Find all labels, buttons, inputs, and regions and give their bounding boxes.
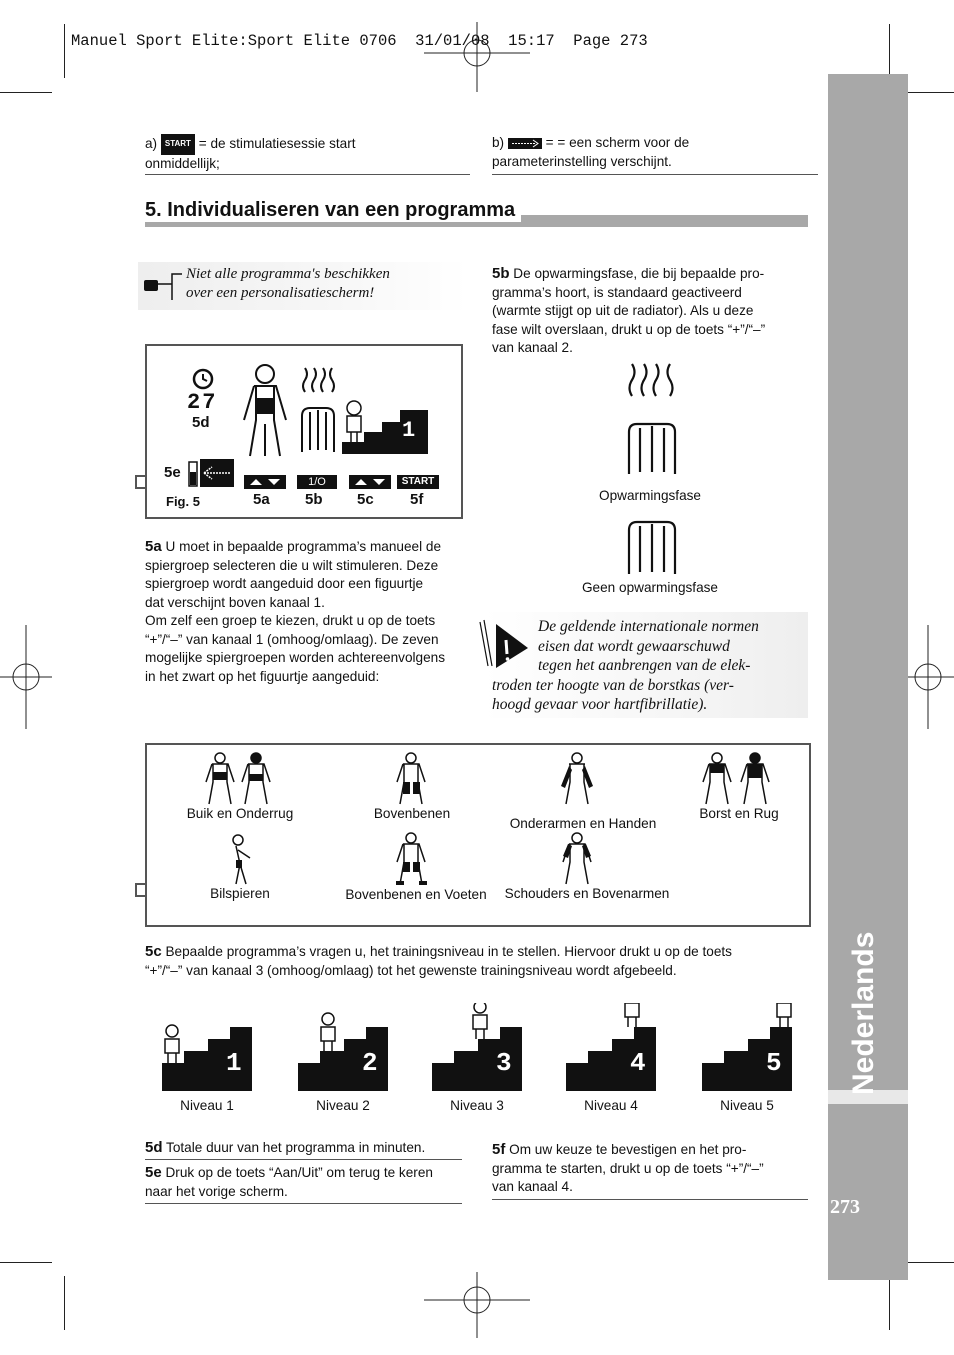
radiator-off-icon [626, 514, 680, 576]
muscle-figure-abs-back-icon [204, 752, 274, 806]
intro-b-text-2: parameterinstelling verschijnt. [492, 153, 672, 169]
warning-line: De geldende internationale normen [538, 618, 759, 635]
text-line: Om uw keuze te bevestigen en het pro- [509, 1142, 747, 1157]
warning-line: hoogd gevaar voor hartfibrillatie). [492, 696, 708, 713]
intro-b-label: b) [492, 135, 505, 150]
level-digit: 5 [766, 1048, 782, 1078]
muscle-figure-thighs-feet-icon [394, 832, 428, 886]
text-line: “+”/“–” van kanaal 1 (omhoog/omlaag). De zeven [145, 631, 439, 647]
label-warmup-off: Geen opwarmingsfase [581, 580, 718, 595]
text-line: U moet in bepaalde programma’s manueel de [165, 539, 442, 554]
section-title: 5. Individualiseren van een programma [145, 199, 521, 222]
level-label: Niveau 2 [316, 1098, 370, 1113]
text-line: gramma te starten, drukt u op de toets “+”/“–” [492, 1160, 764, 1176]
intro-b-text: = = een scherm voor de [545, 135, 690, 150]
text-line: mogelijke spiergroepen worden achtereenvolgens [145, 650, 446, 665]
tag-5c: 5c [145, 943, 162, 960]
figure-tab-icon [134, 462, 152, 502]
crop-mark [64, 1276, 65, 1330]
level-label: Niveau 3 [450, 1098, 504, 1113]
muscle-figure-chest-back-icon [700, 752, 774, 806]
tag-5a: 5a [145, 538, 162, 555]
note-text [186, 265, 390, 303]
level-label: Niveau 4 [584, 1098, 638, 1113]
crop-mark [889, 24, 890, 78]
divider [492, 174, 818, 175]
text-line: van kanaal 4. [492, 1179, 573, 1194]
muscle-figure-thighs-icon [394, 752, 428, 806]
label-5b: 5b [305, 491, 323, 508]
paragraph-5c [145, 943, 815, 980]
warning-line: troden ter hoogte van de borstkas (ver- [492, 676, 734, 694]
registration-mark-bottom [424, 1272, 530, 1338]
level-digit: 2 [362, 1048, 378, 1078]
intro-a-text: = de stimulatiesessie start [198, 135, 356, 151]
text-line: fase wilt overslaan, drukt u op de toets “+”/“–” [492, 321, 766, 337]
muscle-figure-forearms-icon [559, 752, 595, 806]
sidebar-language: Nederlands [847, 931, 880, 1095]
crop-mark [0, 92, 52, 93]
on-off-button: 1/O [297, 475, 337, 489]
level-digit: 1 [226, 1048, 242, 1078]
up-down-button-icon [349, 475, 391, 489]
tag-5b: 5b [492, 265, 510, 282]
up-down-button-icon [244, 475, 286, 489]
tag-5d: 5d [145, 1139, 163, 1156]
level-digit: 4 [630, 1048, 646, 1078]
intro-a-text-2: onmiddellijk; [145, 155, 220, 171]
radiator-heat-icon [300, 366, 336, 456]
warning-line: tegen het aanbrengen van de elek- [538, 657, 751, 674]
paragraph-5a [145, 538, 465, 686]
tag-5e: 5e [145, 1164, 162, 1181]
note-line: over een personalisatiescherm! [186, 285, 375, 301]
print-header: Manuel Sport Elite:Sport Elite 0706 31/01/08 15:17 Page 273 [71, 32, 648, 50]
crop-mark [889, 1276, 890, 1330]
crop-mark [904, 1262, 954, 1263]
registration-mark-right [902, 625, 954, 729]
level-digit: 3 [496, 1048, 512, 1078]
figure-caption: Fig. 5 [166, 494, 200, 509]
label-5a: 5a [253, 491, 270, 508]
back-battery-icon [188, 458, 236, 488]
text-line: (warmte stijgt op uit de radiator). Als u deze [492, 303, 754, 318]
muscle-label: Buik en Onderrug [186, 806, 294, 821]
label-5c: 5c [357, 491, 374, 508]
hand-pointer-icon [142, 270, 186, 304]
crop-mark [64, 24, 65, 78]
body-figure-icon [234, 362, 296, 458]
text-line: De opwarmingsfase, die bij bepaalde pro- [513, 266, 765, 281]
start-button: START [397, 475, 439, 489]
intro-a [145, 134, 470, 173]
divider [145, 1203, 462, 1204]
label-5e: 5e [164, 464, 181, 481]
intro-b [492, 134, 812, 171]
crop-mark [0, 1262, 52, 1263]
tag-5f: 5f [492, 1141, 506, 1158]
text-line: Om zelf een groep te kiezen, drukt u op de toets [145, 613, 436, 628]
crop-mark [904, 92, 954, 93]
registration-mark-left [0, 625, 52, 729]
intro-a-label: a) [145, 135, 158, 151]
level-label: Niveau 5 [720, 1098, 774, 1113]
arrow-chip-icon [508, 138, 542, 149]
radiator-heat-on-icon [626, 362, 680, 476]
text-line: in het zwart op het figuurtje aangeduid: [145, 668, 380, 684]
label-warmup-on: Opwarmingsfase [599, 488, 701, 503]
text-line: spiergroep wordt aangeduid door een figuurtje [145, 576, 424, 591]
note-line: Niet alle programma's beschikken [186, 266, 390, 282]
muscle-label: Bovenbenen en Voeten [345, 887, 487, 902]
paragraph-5e [145, 1164, 465, 1201]
time-value: 27 [187, 390, 218, 415]
label-5d: 5d [192, 414, 210, 431]
start-chip: START [161, 134, 195, 155]
muscle-label: Borst en Rug [699, 806, 779, 821]
label-5f: 5f [410, 491, 424, 508]
warning-line: eisen dat wordt gewaarschuwd [538, 637, 730, 655]
level-digit: 1 [402, 418, 416, 443]
text-line: “+”/“–” van kanaal 3 (omhoog/omlaag) tot het gewenste trainingsniveau wordt afgebeeld. [145, 962, 677, 978]
muscle-label: Bovenbenen [373, 806, 451, 821]
text-line: Totale duur van het programma in minuten. [166, 1140, 426, 1155]
paragraph-5d [145, 1139, 465, 1158]
clock-icon [190, 366, 216, 392]
level-label: Niveau 1 [180, 1098, 234, 1113]
warning-text [492, 617, 810, 715]
text-line: van kanaal 2. [492, 340, 573, 355]
paragraph-5b [492, 265, 812, 358]
text-line: gramma’s hoort, is standaard geactiveerd [492, 284, 742, 300]
divider [145, 174, 470, 175]
text-line: dat verschijnt boven kanaal 1. [145, 594, 325, 610]
text-line: spiergroep selecteren die u wilt stimuleren. Deze [145, 557, 439, 573]
divider [492, 1199, 808, 1200]
muscle-figure-glutes-icon [226, 834, 256, 886]
muscle-figure-shoulders-icon [559, 832, 595, 886]
page-number: 273 [830, 1196, 860, 1218]
muscle-label: Onderarmen en Handen [509, 816, 657, 831]
figure-tab-icon [134, 870, 152, 910]
text-line: naar het vorige scherm. [145, 1183, 288, 1199]
divider [145, 1159, 462, 1160]
muscle-label: Schouders en Bovenarmen [504, 886, 670, 901]
muscle-label: Bilspieren [210, 886, 270, 901]
text-line: Bepaalde programma’s vragen u, het trainingsniveau in te stellen. Hiervoor drukt u op de toets [165, 944, 732, 959]
text-line: Druk op de toets “Aan/Uit” om terug te keren [165, 1165, 433, 1180]
paragraph-5f [492, 1141, 812, 1197]
